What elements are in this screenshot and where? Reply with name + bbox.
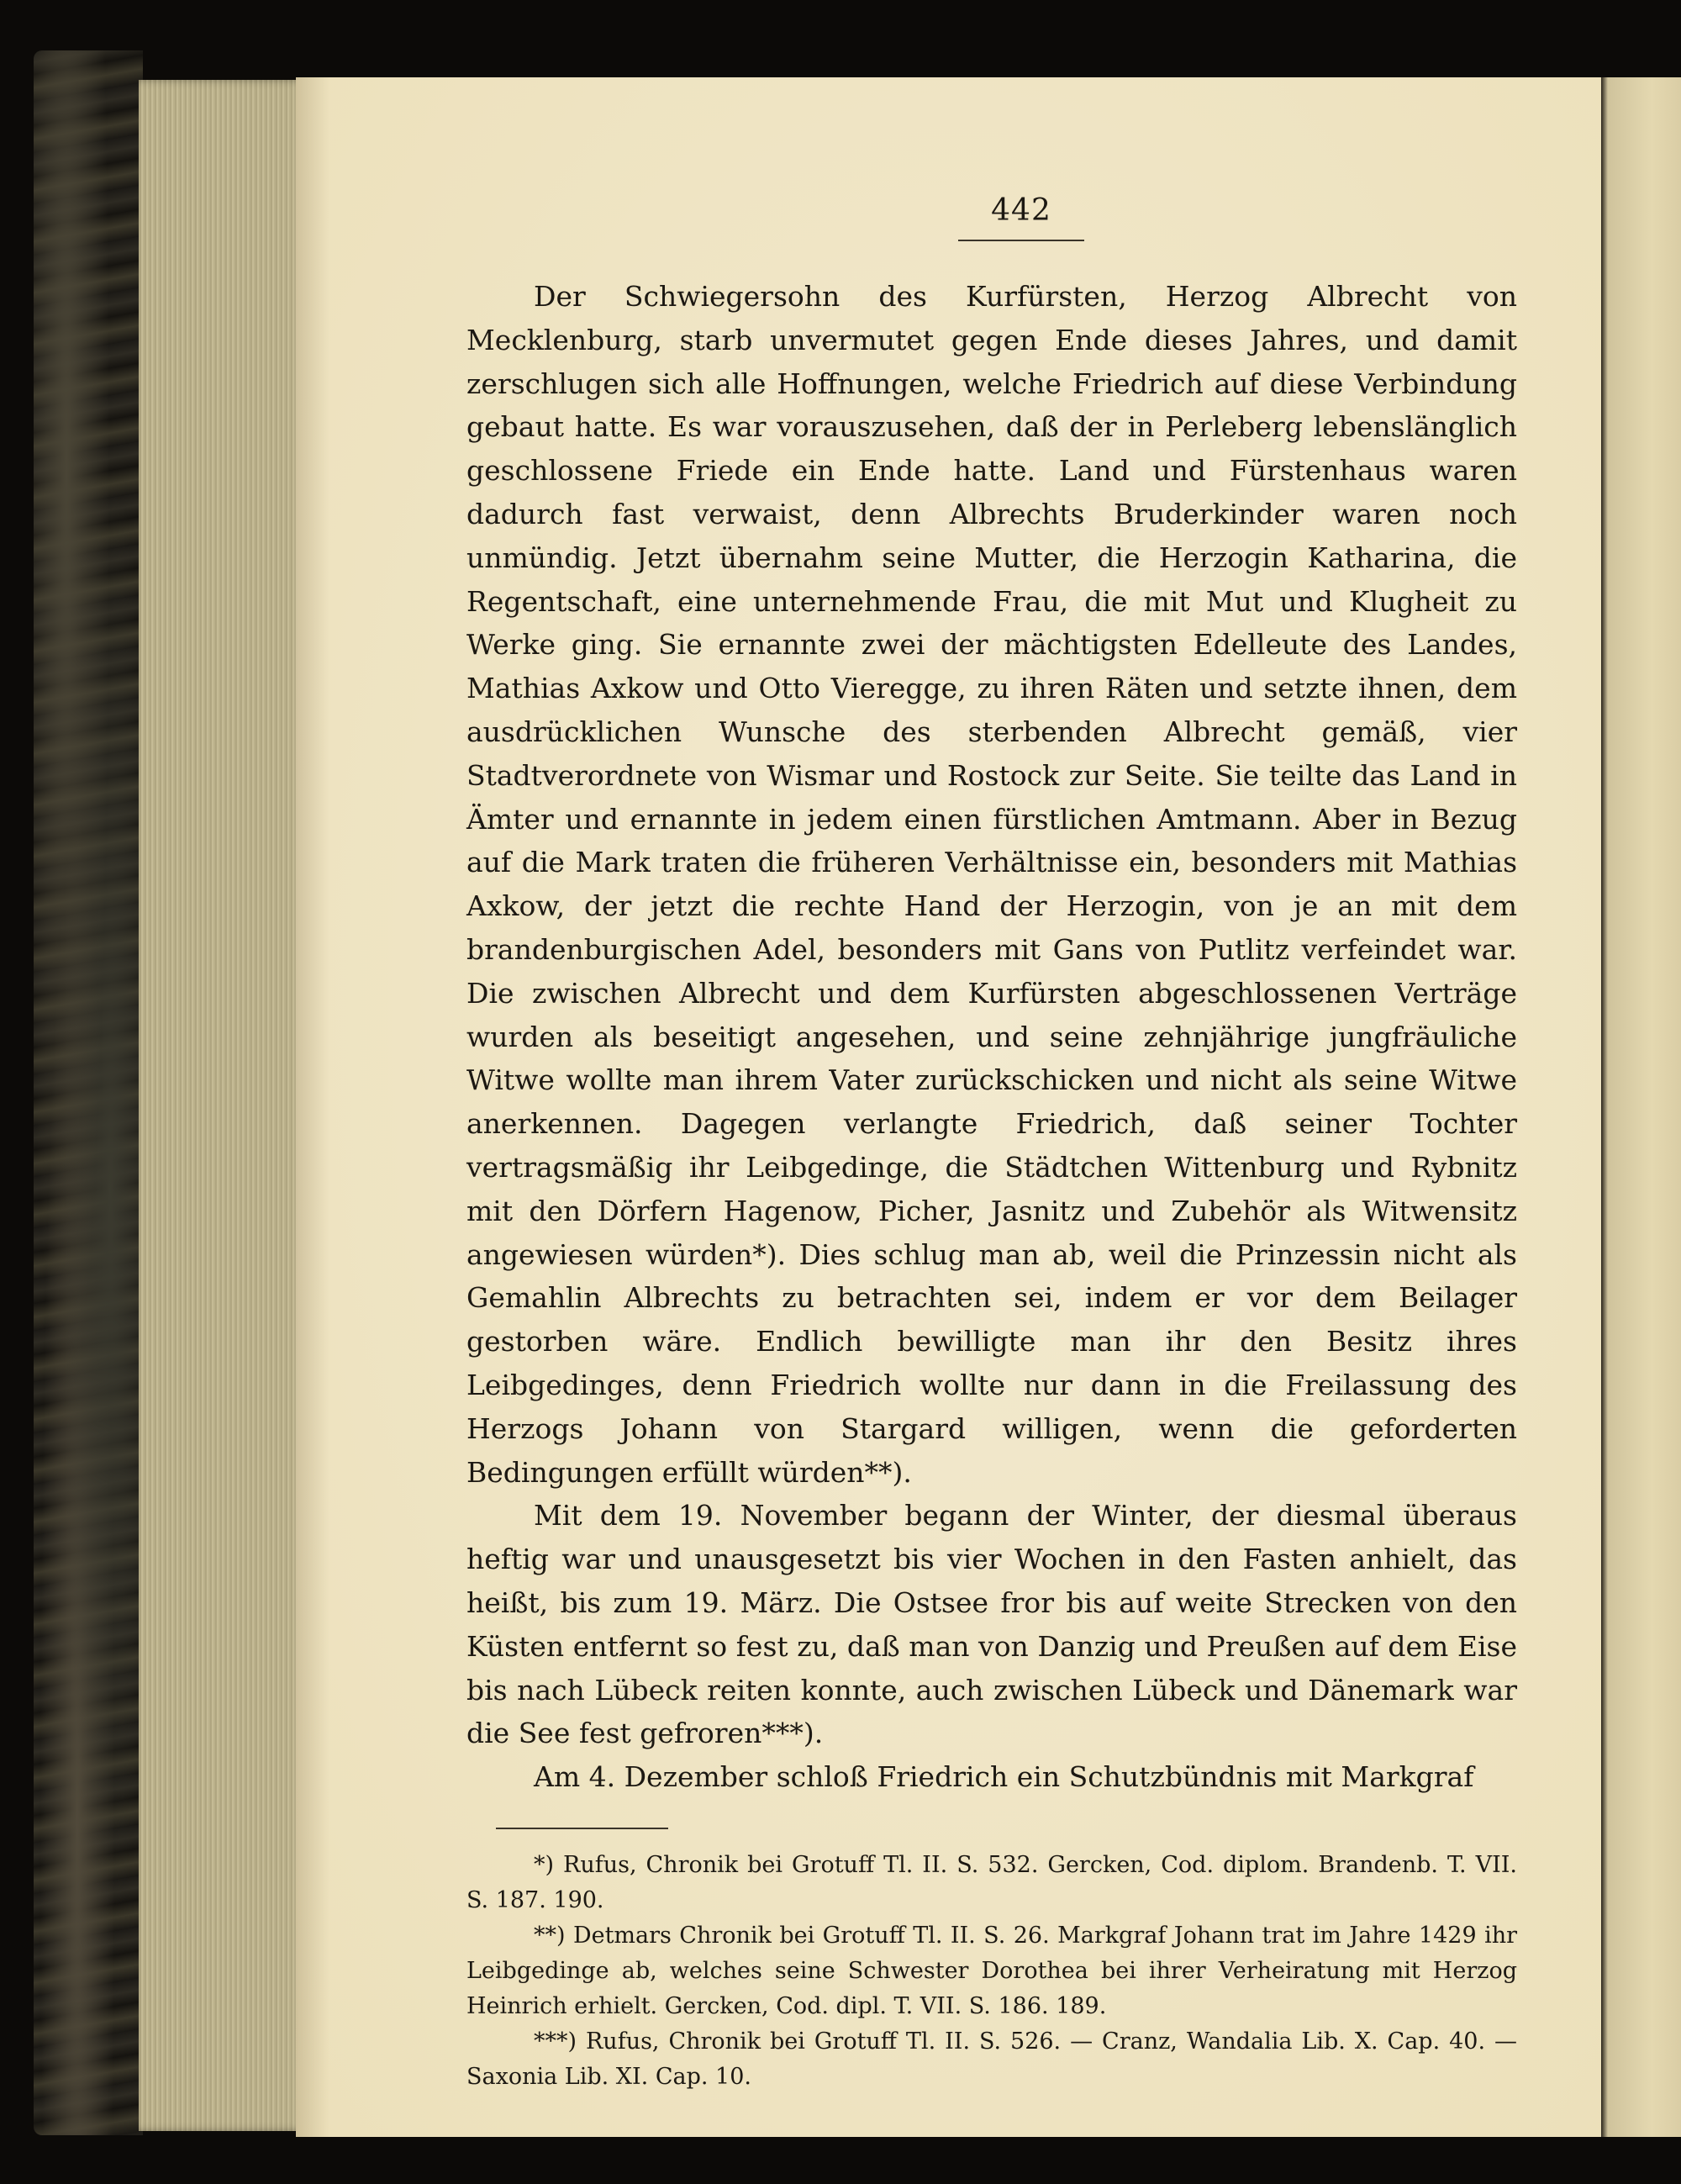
page-number-rule — [958, 240, 1084, 241]
footnote-rule — [496, 1828, 668, 1829]
footnote: **) Detmars Chronik bei Grotuff Tl. II. S. 26. Markgraf Johann trat im Jahre 1429 ihr Leibgedinge ab, welches seine Schwester Dorothea bei ihrer Verheiratung mit Herzog Heinrich erhielt. Gercken, Cod. dipl. T. VII. S. 186. 189. — [466, 1922, 1517, 2019]
page-number: 442 — [991, 193, 1051, 228]
adjacent-page-edge — [1601, 77, 1681, 2137]
marbled-cover — [34, 50, 143, 2135]
footnote: *) Rufus, Chronik bei Grotuff Tl. II. S. 532. Gercken, Cod. diplom. Brandenb. T. VII. S. 187. 190. — [466, 1851, 1517, 1913]
page-content — [466, 193, 1517, 2095]
paragraph: Mit dem 19. November begann der Winter, der diesmal überaus heftig war und unausgesetzt bis vier Wochen in den Fasten anhielt, das heißt, bis zum 19. März. Die Ostsee fror bis auf weite Strecken von den Küsten entfernt so fest zu, daß man von Danzig und Preußen auf dem Eise bis nach Lübeck reiten konnte, auch zwischen Lübeck und Dänemark war die See fest gefroren***). — [466, 1499, 1517, 1750]
footnote: ***) Rufus, Chronik bei Grotuff Tl. II. S. 526. — Cranz, Wandalia Lib. X. Cap. 40. — Saxonia Lib. XI. Cap. 10. — [466, 2028, 1517, 2090]
footnotes — [466, 1848, 1517, 2095]
page-edges — [139, 80, 307, 2131]
paragraph: Der Schwiegersohn des Kurfürsten, Herzog Albrecht von Mecklenburg, starb unvermutet gegen Ende dieses Jahres, und damit zerschlugen sich alle Hoffnungen, welche Friedrich auf diese Verbindung gebaut hatte. Es war vorauszusehen, daß der in Perleberg lebenslänglich geschlossene Friede ein Ende hatte. Land und Fürstenhaus waren dadurch fast verwaist, denn Albrechts Bruderkinder waren noch unmündig. Jetzt übernahm seine Mutter, die Herzogin Katharina, die Regentschaft, eine unternehmende Frau, die mit Mut und Klugheit zu Werke ging. Sie ernannte zwei der mächtigsten Edelleute des Landes, Mathias Axkow und Otto Vieregge, zu ihren Räten und setzte ihnen, dem ausdrücklichen Wunsche des sterbenden Albrecht gemäß, vier Stadtverordnete von Wismar und Rostock zur Seite. Sie teilte das Land in Ämter und ernannte in jedem einen fürstlichen Amtmann. Aber in Bezug auf die Mark traten die früheren Verhältnisse ein, besonders mit Mathias Axkow, der jetzt die rechte Hand der Herzogin, von je an mit dem brandenburgischen Adel, besonders mit Gans von Putlitz verfeindet war. Die zwischen Albrecht und dem Kurfürsten abgeschlossenen Verträge wurden als beseitigt angesehen, und seine zehnjährige jungfräuliche Witwe wollte man ihrem Vater zurückschicken und nicht als seine Witwe anerkennen. Dagegen verlangte Friedrich, daß seiner Tochter vertragsmäßig ihr Leibgedinge, die Städtchen Wittenburg und Rybnitz mit den Dörfern Hagenow, Picher, Jasnitz und Zubehör als Witwensitz angewiesen würden*). Dies schlug man ab, weil die Prinzessin nicht als Gemahlin Albrechts zu betrachten sei, indem er vor dem Beilager gestorben wäre. Endlich bewilligte man ihr den Besitz ihres Leibgedinges, denn Friedrich wollte nur dann in die Freilassung des Herzogs Johann von Stargard willigen, wenn die geforderten Bedingungen erfüllt würden**). — [466, 280, 1517, 1489]
paragraph: Am 4. Dezember schloß Friedrich ein Schutzbündnis mit Markgraf — [534, 1760, 1474, 1794]
body-text — [466, 275, 1517, 1799]
